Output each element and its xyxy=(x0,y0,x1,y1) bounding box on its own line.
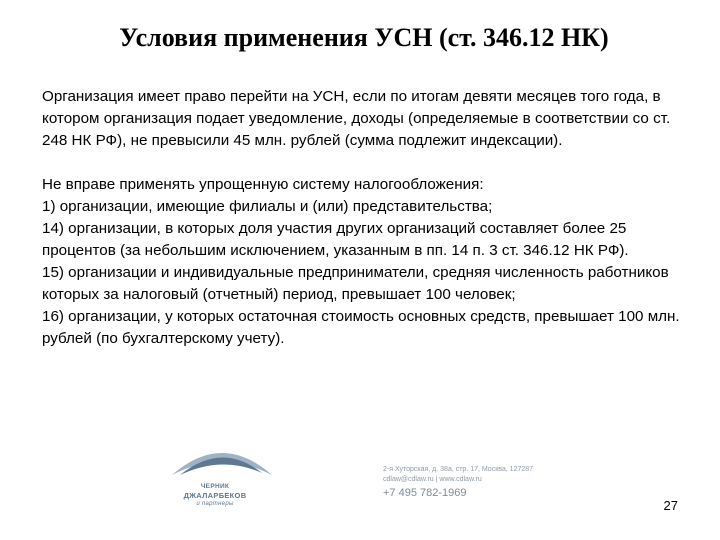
paragraph-gap xyxy=(42,152,692,174)
list-item-1: 1) организации, имеющие филиалы и (или) представительства; xyxy=(42,198,493,215)
slide-body xyxy=(42,86,692,350)
list-item-15: 15) организации и индивидуальные предприниматели, средняя численность работников которых за налоговый (отчетный) период, превышает 100 человек; xyxy=(42,264,669,303)
contact-block xyxy=(383,465,533,501)
contact-phone[interactable]: +7 495 782-1969 xyxy=(383,487,467,499)
paragraph-restrictions-heading: Не вправе применять упрощенную систему налогообложения: xyxy=(42,176,484,193)
logo-text-line1: ЧЕРНИК xyxy=(200,483,230,490)
list-item-16: 16) организации, у которых остаточная стоимость основных средств, превышает 100 млн. рублей (по бухгалтерскому учету). xyxy=(42,308,680,347)
logo-text-line2: ДЖАЛАРБЕКОВ xyxy=(183,491,247,500)
logo-text-line3: и партнеры xyxy=(196,501,234,507)
list-item-14: 14) организации, в которых доля участия других организаций составляет более 25 процентов (за небольшим исключением, указанным в пп. 14 п. 3 ст. 346.12 НК РФ). xyxy=(42,220,629,259)
page-number: 27 xyxy=(663,498,678,513)
contact-address: 2-я Хуторская, д. 38а, стр. 17, Москва, 127287 xyxy=(383,466,534,473)
paragraph-usn-right: Организация имеет право перейти на УСН, если по итогам девяти месяцев того года, в котором организация подает уведомление, доходы (определяемые в соответствии со ст. 248 НК РФ), не превысили 45 млн. рублей (сумма подлежит индексации). xyxy=(42,88,671,149)
slide-title: Условия применения УСН (ст. 346.12 НК) xyxy=(119,23,609,52)
contact-web-link[interactable]: cdlaw@cdlaw.ru | www.cdlaw.ru xyxy=(383,476,482,483)
